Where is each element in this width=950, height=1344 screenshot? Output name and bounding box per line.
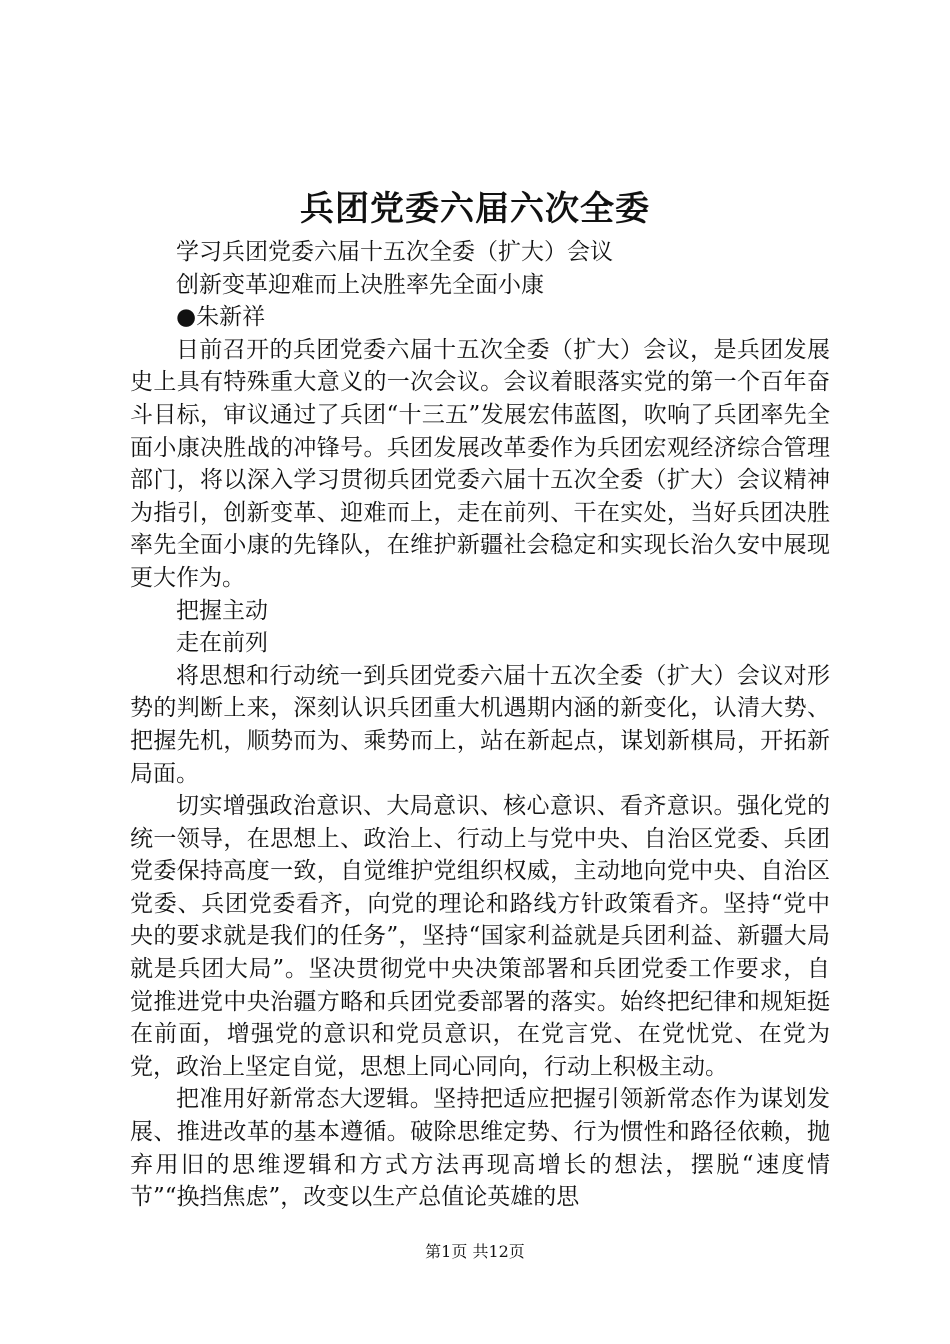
subtitle-line-2: 创新变革迎难而上决胜率先全面小康	[176, 271, 544, 298]
body-paragraph: 切实增强政治意识、大局意识、核心意识、看齐意识。强化党的统一领导，在思想上、政治上、行动上与党中央、自治区党委、兵团党委保持高度一致，自觉维护党组织权威，主动地向党中央、自治区党委、兵团党委看齐，向党的理论和路线方针政策看齐。坚持“党中央的要求就是我们的任务”，坚持“国家利益就是兵团利益、新疆大局就是兵团大局”。坚决贯彻党中央决策部署和兵团党委工作要求，自觉推进党中央治疆方略和兵团党委部署的落实。始终把纪律和规矩挺在前面，增强党的意识和党员意识，在党言党、在党忧党、在党为党，政治上坚定自觉，思想上同心同向，行动上积极主动。	[130, 793, 830, 1080]
section-heading-line-1: 把握主动	[176, 597, 268, 624]
body-paragraph: 将思想和行动统一到兵团党委六届十五次全委（扩大）会议对形势的判断上来，深刻认识兵团重大机遇期内涵的新变化，认清大势、把握先机，顺势而为、乘势而上，站在新起点，谋划新棋局，开拓新局面。	[130, 662, 830, 787]
subtitle-line-1: 学习兵团党委六届十五次全委（扩大）会议	[176, 239, 613, 265]
page-number-footer: 第1页 共12页	[425, 1242, 525, 1261]
section-heading-line-2: 走在前列	[176, 630, 268, 657]
document-title: 兵团党委六届六次全委	[300, 189, 650, 229]
body-paragraph: 把准用好新常态大逻辑。坚持把适应把握引领新常态作为谋划发展、推进改革的基本遵循。破除思维定势、行为惯性和路径依赖，抛弃用旧的思维逻辑和方式方法再现高增长的想法，摆脱“速度情节”“换挡焦虑”，改变以生产总值论英雄的思	[130, 1086, 830, 1211]
body-paragraph: 日前召开的兵团党委六届十五次全委（扩大）会议，是兵团发展史上具有特殊重大意义的一次会议。会议着眼落实党的第一个百年奋斗目标，审议通过了兵团“十三五”发展宏伟蓝图，吹响了兵团率先全面小康决胜战的冲锋号。兵团发展改革委作为兵团宏观经济综合管理部门，将以深入学习贯彻兵团党委六届十五次全委（扩大）会议精神为指引，创新变革、迎难而上，走在前列、干在实处，当好兵团决胜率先全面小康的先锋队，在维护新疆社会稳定和实现长治久安中展现更大作为。	[130, 336, 830, 591]
author-line: ●朱新祥	[176, 304, 266, 331]
document-body	[130, 236, 830, 1214]
